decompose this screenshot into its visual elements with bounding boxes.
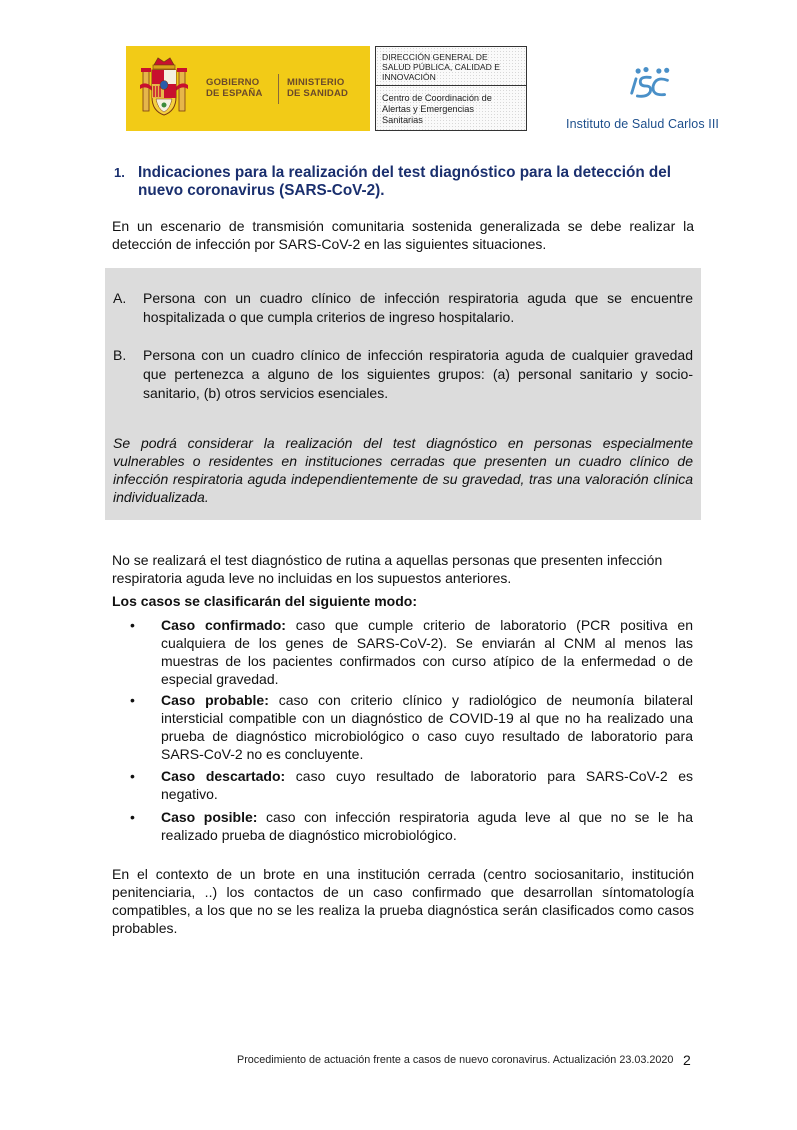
case-text [161, 691, 693, 763]
bullet-icon: • [130, 768, 135, 784]
criteria-box [105, 268, 701, 520]
criterion-label: B. [113, 347, 127, 363]
case-description: caso con criterio clínico y radiológico de neumonía bilateral intersticial compatible con un diagnóstico de COVID-19 al que no ha realizado una prueba de diagnóstico microbiológico o caso cuyo resultado de laboratorio para SARS-CoV-2 no es concluyente. [161, 692, 693, 762]
outbreak-paragraph: En el contexto de un brote en una institución cerrada (centro sociosanitario, institución penitenciaria, ..) los contactos de un caso confirmado que desarrollan síntomatología compatibles, a los que no se les realiza la prueba diagnóstica serán clasificados como casos probables. [112, 866, 694, 936]
isciii-name: Instituto de Salud Carlos III [566, 117, 719, 131]
criterion-b [113, 346, 693, 403]
ministry-label [287, 77, 348, 99]
isciii-logo-icon [566, 66, 736, 116]
case-term: Caso descartado: [161, 768, 286, 784]
directorate-box [375, 46, 527, 131]
section-title-line-1: Indicaciones para la realización del test diagnóstico para la detección del [138, 164, 672, 181]
case-term: Caso probable: [161, 692, 269, 708]
banner-divider [278, 74, 279, 104]
section-number: 1. [114, 165, 125, 180]
ministry-line-2: DE SANIDAD [287, 88, 349, 99]
case-text [161, 808, 693, 844]
bullet-icon: • [130, 809, 135, 825]
case-text [161, 616, 693, 688]
case-discarded [130, 767, 693, 803]
section-title-line-2: nuevo coronavirus (SARS-CoV-2). [138, 182, 385, 199]
centre-line: Centro de Coordinación de [382, 93, 492, 103]
bullet-icon: • [130, 692, 135, 708]
government-banner [126, 46, 370, 131]
case-term: Caso posible: [161, 809, 258, 825]
criterion-text: Persona con un cuadro clínico de infección respiratoria aguda de cualquier gravedad que pertenezca a alguno de los siguientes grupos: (a) personal sanitario y socio-sanitario, (b) otros servicios esenciales. [143, 347, 693, 401]
case-probable [130, 691, 693, 763]
case-possible [130, 808, 693, 844]
centre-line: Sanitarias [382, 115, 423, 125]
footer-text: Procedimiento de actuación frente a casos de nuevo coronavirus. Actualización 23.03.2020 [237, 1054, 674, 1066]
intro-paragraph: En un escenario de transmisión comunitaria sostenida generalizada se debe realizar la detección de infección por SARS-CoV-2 en las siguientes situaciones. [112, 218, 694, 252]
case-confirmed [130, 616, 693, 688]
page-number: 2 [683, 1052, 691, 1068]
criterion-label: A. [113, 290, 127, 306]
directorate-line: DIRECCIÓN GENERAL DE [382, 52, 488, 62]
directorate-name [376, 47, 526, 86]
case-text [161, 767, 693, 803]
directorate-line: INNOVACIÓN [382, 72, 436, 82]
case-description: caso con infección respiratoria aguda leve al que no se le ha realizado prueba de diagnóstico microbiológico. [161, 809, 693, 843]
vulnerable-note: Se podrá considerar la realización del test diagnóstico en personas especialmente vulnerables o residentes en instituciones cerradas que presenten un cuadro clínico de infección respiratoria aguda independientemente de su gravedad, tras una valoración clínica individualizada. [113, 435, 693, 505]
criterion-text: Persona con un cuadro clínico de infección respiratoria aguda que se encuentre hospitalizada o que cumpla criterios de ingreso hospitalario. [143, 290, 693, 325]
gobierno-label [206, 77, 263, 99]
case-description: caso cuyo resultado de laboratorio para SARS-CoV-2 es negativo. [161, 768, 693, 802]
centre-name [376, 86, 526, 126]
case-term: Caso confirmado: [161, 617, 286, 633]
case-description: caso que cumple criterio de laboratorio (PCR positiva en cualquiera de los genes de SARS-CoV-2). Se enviarán al CNM al menos las muestras de los pacientes confirmados con curso atípico de la enfermedad o de especial gravedad. [161, 617, 693, 687]
classification-heading: Los casos se clasificarán del siguiente modo: [112, 593, 417, 609]
criterion-a [113, 289, 693, 327]
section-heading [114, 164, 696, 200]
no-routine-paragraph: No se realizará el test diagnóstico de rutina a aquellas personas que presenten infección respiratoria aguda leve no incluidas en los supuestos anteriores. [112, 552, 663, 586]
gov-line-2: DE ESPAÑA [206, 88, 263, 99]
coat-of-arms-icon [140, 55, 188, 121]
directorate-line: SALUD PÚBLICA, CALIDAD E [382, 62, 500, 72]
ministry-line-1: MINISTERIO [287, 77, 345, 88]
centre-line: Alertas y Emergencias [382, 104, 474, 114]
gov-line-1: GOBIERNO [206, 77, 260, 88]
bullet-icon: • [130, 617, 135, 633]
